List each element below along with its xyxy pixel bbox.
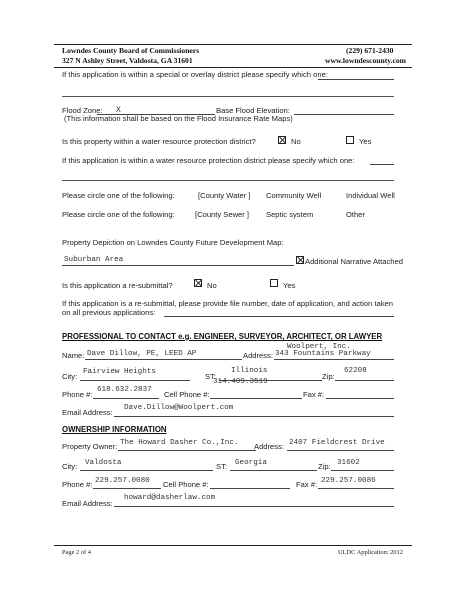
water-protection-yes-checkbox[interactable]	[346, 136, 354, 144]
owner-fax-value: 229.257.0086	[321, 477, 376, 485]
owner-address-input[interactable]	[287, 450, 394, 451]
water-supply-prompt: Please circle one of the following:	[62, 191, 175, 200]
professional-address-label: Address:	[243, 351, 273, 360]
future-development-value: Suburban Area	[64, 256, 124, 264]
resubmittal-info-line-2: on all previous applications:	[62, 308, 156, 317]
owner-city-input[interactable]	[80, 470, 213, 471]
overlay-district-question: If this application is within a special or overlay district please specify which one:	[62, 70, 328, 79]
base-flood-elevation-label: Base Flood Elevation:	[216, 106, 290, 115]
professional-city-value: Fairview Heights	[83, 368, 156, 376]
owner-zip-input[interactable]	[331, 470, 394, 471]
professional-cell-input[interactable]	[210, 398, 302, 399]
owner-phone-input[interactable]	[93, 488, 161, 489]
professional-st-label: ST:	[205, 372, 216, 381]
professional-phone-label: Phone #:	[62, 390, 93, 399]
professional-phone-value: 618.632.2837	[97, 386, 152, 394]
owner-phone-value: 229.257.0080	[95, 477, 150, 485]
professional-city-label: City:	[62, 372, 78, 381]
water-option-community-well[interactable]: Community Well	[266, 191, 322, 200]
resubmittal-info-line-1: If this application is a re-submittal, please provide file number, date of application, and action taken	[62, 299, 393, 308]
owner-fax-label: Fax #:	[296, 480, 318, 489]
professional-email-input[interactable]	[114, 416, 394, 417]
water-district-question: If this application is within a water resource protection district please specify which one:	[62, 156, 355, 165]
professional-name-value: Dave Dillow, PE, LEED AP	[87, 350, 197, 358]
ownership-heading: OWNERSHIP INFORMATION	[62, 425, 167, 434]
professional-cell-value: 314.409.3519	[213, 378, 268, 386]
overlay-district-input[interactable]	[318, 79, 394, 80]
resubmittal-yes-checkbox[interactable]	[270, 279, 278, 287]
flood-note: (This information shall be based on the Flood Insurance Rate Maps)	[64, 114, 293, 123]
resubmittal-info-input[interactable]	[164, 316, 394, 317]
future-development-label: Property Depiction on Lowndes County Future Development Map:	[62, 238, 284, 247]
professional-email-label: Email Address:	[62, 408, 113, 417]
owner-email-value: howard@dasherlaw.com	[124, 494, 216, 502]
owner-email-input[interactable]	[114, 506, 394, 507]
owner-address-label: Address:	[254, 442, 284, 451]
footer-form-id: ULDC Application: 2012	[338, 549, 403, 556]
professional-company-value: Woolpert, Inc.	[287, 343, 351, 351]
overlay-district-line-2	[62, 96, 394, 97]
water-protection-yes-label: Yes	[359, 137, 372, 146]
header-bottom-rule	[54, 67, 412, 68]
footer-rule	[54, 545, 412, 546]
owner-zip-value: 31602	[337, 459, 360, 467]
future-development-input[interactable]	[62, 265, 294, 266]
header-address: 327 N Ashley Street, Valdosta, GA 31601	[62, 56, 193, 65]
professional-st-value: Illinois	[231, 367, 268, 375]
water-option-county[interactable]: [County Water ]	[198, 191, 251, 200]
water-district-line-2	[62, 180, 394, 181]
additional-narrative-checkbox[interactable]	[296, 256, 304, 264]
owner-city-label: City:	[62, 462, 78, 471]
water-protection-no-label: No	[291, 137, 301, 146]
water-protection-no-checkbox[interactable]	[278, 136, 286, 144]
professional-fax-input[interactable]	[326, 398, 394, 399]
professional-address-value: 343 Fountains Parkway	[275, 350, 371, 358]
resubmittal-yes-label: Yes	[283, 281, 296, 290]
header-phone: (229) 671-2430	[346, 46, 394, 55]
owner-cell-label: Cell Phone #:	[163, 480, 209, 489]
owner-name-value: The Howard Dasher Co.,Inc.	[120, 439, 239, 447]
professional-zip-label: Zip:	[322, 372, 335, 381]
additional-narrative-label: Additional Narrative Attached	[305, 257, 403, 266]
base-flood-elevation-input[interactable]	[294, 114, 394, 115]
owner-city-value: Valdosta	[85, 459, 122, 467]
sewer-prompt: Please circle one of the following:	[62, 210, 175, 219]
owner-name-input[interactable]	[118, 450, 256, 451]
resubmittal-no-label: No	[207, 281, 217, 290]
resubmittal-question: Is this application a re-submittal?	[62, 281, 173, 290]
sewer-option-county[interactable]: [County Sewer ]	[195, 210, 250, 219]
header-website[interactable]: www.lowndescounty.com	[325, 56, 407, 65]
professional-city-input[interactable]	[80, 380, 190, 381]
water-protection-question: Is this property within a water resource protection district?	[62, 137, 256, 146]
flood-zone-value: X	[116, 106, 121, 115]
owner-zip-label: Zip:	[318, 462, 331, 471]
professional-name-input[interactable]	[85, 359, 242, 360]
sewer-option-other[interactable]: Other	[346, 210, 365, 219]
owner-phone-label: Phone #:	[62, 480, 93, 489]
professional-phone-input[interactable]	[93, 398, 159, 399]
professional-zip-input[interactable]	[335, 380, 394, 381]
header-org: Lowndes County Board of Commissioners	[62, 46, 200, 55]
owner-st-value: Georgia	[235, 459, 267, 467]
sewer-option-septic[interactable]: Septic system	[266, 210, 314, 219]
professional-zip-value: 62208	[344, 367, 367, 375]
owner-st-label: ST:	[216, 462, 227, 471]
header-top-rule	[54, 44, 412, 45]
professional-fax-label: Fax #:	[303, 390, 325, 399]
owner-st-input[interactable]	[230, 470, 317, 471]
professional-email-value: Dave.Dillow@Woolpert.com	[124, 404, 234, 412]
owner-cell-input[interactable]	[210, 488, 290, 489]
professional-heading: PROFESSIONAL TO CONTACT e.g. ENGINEER, SURVEYOR, ARCHITECT, OR LAWYER	[62, 332, 383, 341]
footer-page-number: Page 2 of 4	[62, 549, 91, 556]
flood-zone-label: Flood Zone:	[62, 106, 103, 115]
water-option-individual-well[interactable]: Individual Well	[346, 191, 395, 200]
professional-address-input[interactable]	[274, 359, 394, 360]
resubmittal-no-checkbox[interactable]	[194, 279, 202, 287]
owner-address-value: 2407 Fieldcrest Drive	[289, 439, 385, 447]
owner-name-label: Property Owner:	[62, 442, 118, 451]
professional-name-label: Name:	[62, 351, 85, 360]
owner-email-label: Email Address:	[62, 499, 113, 508]
owner-fax-input[interactable]	[318, 488, 394, 489]
professional-cell-label: Cell Phone #:	[164, 390, 210, 399]
water-district-input[interactable]	[370, 164, 394, 165]
